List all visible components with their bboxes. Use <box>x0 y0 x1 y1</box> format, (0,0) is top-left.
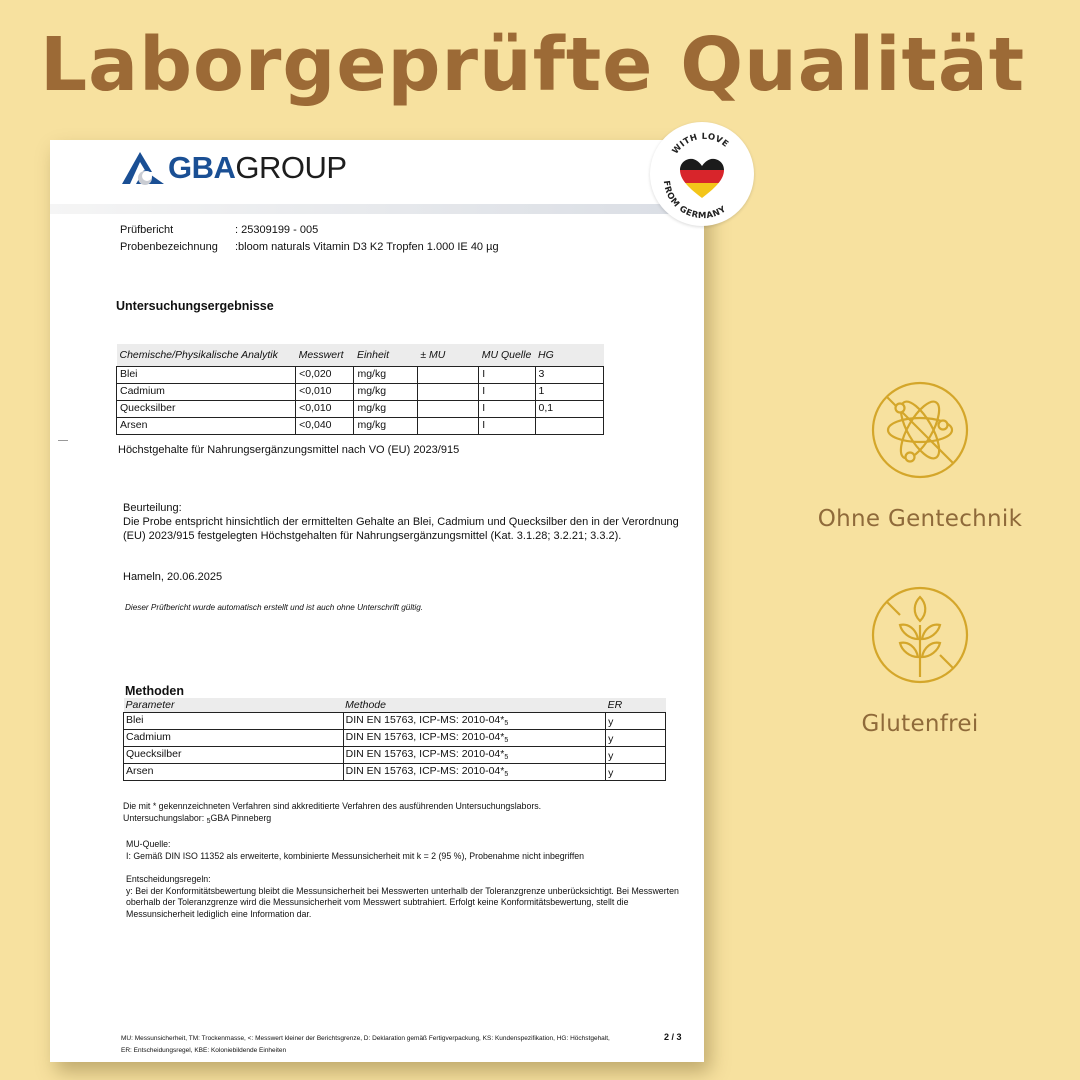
report-meta <box>120 222 499 256</box>
cell-parameter: Quecksilber <box>124 747 344 764</box>
methods-title: Methoden <box>125 684 185 698</box>
cell-mu <box>417 400 478 417</box>
germany-heart-icon <box>650 122 754 226</box>
cell-decision-rule: y <box>606 747 666 764</box>
lab-report-page <box>50 140 704 1062</box>
column-header: ER <box>606 698 666 713</box>
logo-text-gba: GBA <box>168 150 236 185</box>
results-table <box>116 344 604 435</box>
lab-name: GBA Pinneberg <box>210 812 272 823</box>
cell-parameter: Blei <box>124 713 344 730</box>
cell-value: <0,010 <box>296 400 354 417</box>
method-text: DIN EN 15763, ICP-MS: 2010-04* <box>345 765 505 777</box>
table-row <box>117 400 604 417</box>
cell-limit: 0,1 <box>535 400 603 417</box>
meta-value: :bloom naturals Vitamin D3 K2 Tropfen 1.000 IE 40 µg <box>235 241 499 253</box>
cell-mu-source: I <box>479 366 535 383</box>
methods-header-row <box>124 698 666 713</box>
cell-method <box>343 713 605 730</box>
cell-analyte: Cadmium <box>117 383 296 400</box>
cell-mu-source: I <box>479 383 535 400</box>
cell-unit: mg/kg <box>354 400 417 417</box>
method-lab-subscript: 5 <box>504 737 509 744</box>
cell-limit: 3 <box>535 366 603 383</box>
cell-unit: mg/kg <box>354 417 417 434</box>
cell-mu-source: I <box>479 417 535 434</box>
column-header: HG <box>535 344 603 366</box>
svg-text:FROM GERMANY: FROM GERMANY <box>660 180 729 222</box>
table-row <box>124 713 666 730</box>
mu-source-label: MU-Quelle: <box>126 839 171 849</box>
accredited-note: Die mit * gekennzeichneten Verfahren sind akkreditierte Verfahren des ausführenden Untersuchungslabors. <box>123 801 542 811</box>
feature-gluten-free <box>800 585 1040 737</box>
logo-text-group: GROUP <box>235 150 347 185</box>
column-header: ± MU <box>417 344 478 366</box>
cell-unit: mg/kg <box>354 383 417 400</box>
cell-method <box>343 764 605 781</box>
table-row <box>117 366 604 383</box>
column-header: Parameter <box>124 698 344 713</box>
table-row <box>124 747 666 764</box>
decision-rules-label: Entscheidungsregeln: <box>126 874 211 884</box>
meta-row-sample-name <box>120 239 499 256</box>
method-text: DIN EN 15763, ICP-MS: 2010-04* <box>345 748 505 760</box>
meta-key: Probenbezeichnung <box>120 241 218 253</box>
feature-label: Glutenfrei <box>861 711 979 737</box>
lab-subscript: 5 <box>206 817 211 825</box>
table-row <box>117 417 604 434</box>
margin-mark <box>58 440 68 441</box>
cell-limit <box>535 417 603 434</box>
method-lab-subscript: 5 <box>504 754 509 761</box>
cell-method <box>343 730 605 747</box>
auto-generated-note: Dieser Prüfbericht wurde automatisch erstellt und ist auch ohne Unterschrift gültig. <box>125 603 424 612</box>
cell-mu <box>417 383 478 400</box>
cell-value: <0,020 <box>296 366 354 383</box>
cell-mu-source: I <box>479 400 535 417</box>
cell-value: <0,040 <box>296 417 354 434</box>
gluten-free-wheat-icon <box>870 585 970 685</box>
cell-limit: 1 <box>535 383 603 400</box>
abbreviations-footer: MU: Messunsicherheit, TM: Trockenmasse, <: Messwert kleiner der Berichtsgrenze, D: Deklaration gemäß Fertigverpackung, KS: Kundenspezifikation, HG: Höchstgehalt, ER: Entscheidungsregel, KBE: Koloniebildende Einheiten <box>121 1035 610 1054</box>
meta-value: : 25309199 - 005 <box>235 224 319 236</box>
cell-method <box>343 747 605 764</box>
cell-mu <box>417 417 478 434</box>
column-header: Chemische/Physikalische Analytik <box>117 344 296 366</box>
cell-analyte: Arsen <box>117 417 296 434</box>
results-header-row <box>117 344 604 366</box>
table-row <box>124 730 666 747</box>
no-gmo-atom-icon <box>870 380 970 480</box>
lab-label: Untersuchungslabor: <box>123 812 205 823</box>
feature-label: Ohne Gentechnik <box>817 506 1023 532</box>
place-date: Hameln, 20.06.2025 <box>123 571 223 583</box>
decision-rules-text: y: Bei der Konformitätsbewertung bleibt die Messunsicherheit bei Messwerten unterhalb der Toleranzgrenze unberücksichtigt. Bei Messwerten oberhalb der Toleranzgrenze wird die Messunsicherheit vom Messwert subtrahiert. Erfolgt keine Konformitätsbewertung, stellt die Messunsicherheit lediglich eine Information dar. <box>126 885 679 919</box>
results-title: Untersuchungsergebnisse <box>116 299 274 313</box>
method-lab-subscript: 5 <box>504 771 509 778</box>
cell-mu <box>417 366 478 383</box>
assessment <box>123 501 698 543</box>
cell-decision-rule: y <box>606 764 666 781</box>
method-text: DIN EN 15763, ICP-MS: 2010-04* <box>345 731 505 743</box>
cell-unit: mg/kg <box>354 366 417 383</box>
page-headline: Laborgeprüfte Qualität <box>40 22 1026 108</box>
cell-analyte: Blei <box>117 366 296 383</box>
meta-key: Prüfbericht <box>120 224 174 236</box>
report-notes <box>123 801 693 932</box>
column-header: Methode <box>343 698 605 713</box>
cell-analyte: Quecksilber <box>117 400 296 417</box>
column-header: Einheit <box>354 344 417 366</box>
method-text: DIN EN 15763, ICP-MS: 2010-04* <box>345 714 505 726</box>
cell-decision-rule: y <box>606 713 666 730</box>
cell-parameter: Arsen <box>124 764 344 781</box>
method-lab-subscript: 5 <box>504 720 509 727</box>
meta-row-report-number <box>120 222 499 239</box>
table-row <box>124 764 666 781</box>
mu-source-text: I: Gemäß DIN ISO 11352 als erweiterte, kombinierte Messunsicherheit mit k = 2 (95 %), Probenahme nicht inbegriffen <box>126 850 585 861</box>
limits-note: Höchstgehalte für Nahrungsergänzungsmittel nach VO (EU) 2023/915 <box>118 444 460 456</box>
with-love-from-germany-badge <box>650 122 754 226</box>
page-number: 2 / 3 <box>664 1032 682 1042</box>
column-header: MU Quelle <box>479 344 535 366</box>
table-row <box>117 383 604 400</box>
column-header: Messwert <box>296 344 354 366</box>
feature-no-gmo <box>800 380 1040 532</box>
svg-text:WITH LOVE: WITH LOVE <box>670 131 731 157</box>
assessment-label: Beurteilung: <box>123 502 182 514</box>
methods-table <box>123 698 666 781</box>
cell-parameter: Cadmium <box>124 730 344 747</box>
cell-value: <0,010 <box>296 383 354 400</box>
assessment-text: Die Probe entspricht hinsichtlich der ermittelten Gehalte an Blei, Cadmium und Quecksilber den in der Verordnung (EU) 2023/915 festgelegten Höchstgehalten für Nahrungsergänzungsmittel (Kat. 3.1.28; 3.2.21; 3.3.2). <box>123 516 679 542</box>
cell-decision-rule: y <box>606 730 666 747</box>
